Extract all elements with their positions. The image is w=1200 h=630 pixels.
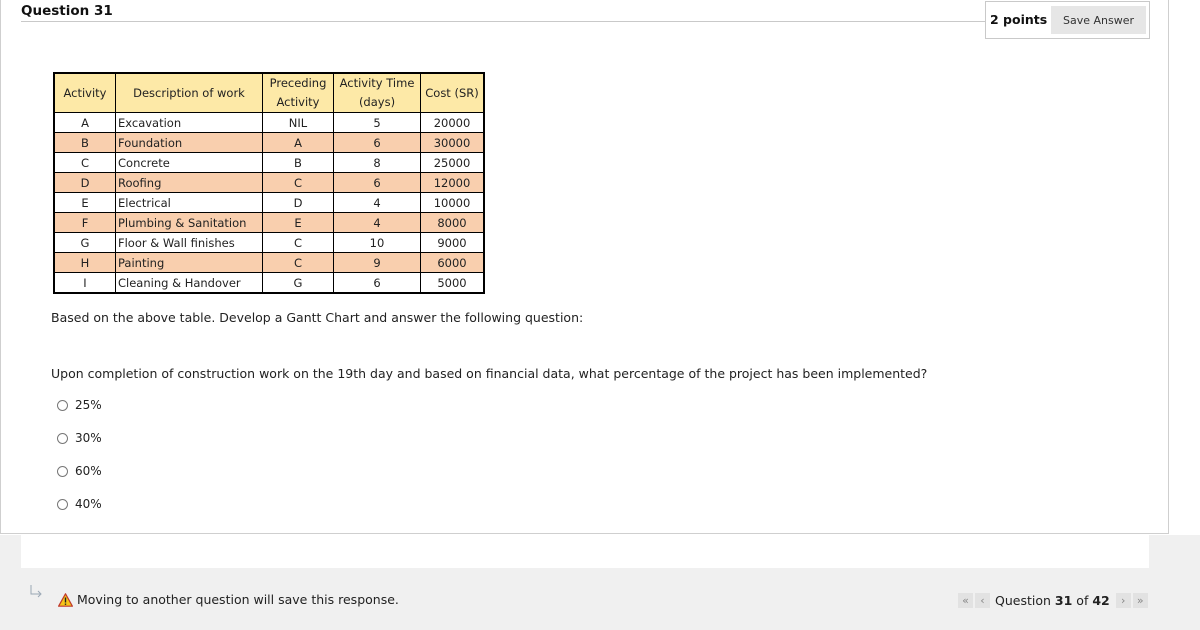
header-time-line2: (days) bbox=[358, 95, 396, 109]
table-body bbox=[54, 113, 484, 294]
radio-button[interactable] bbox=[57, 499, 68, 510]
cell-time: 9 bbox=[334, 253, 421, 273]
cell-cost: 10000 bbox=[421, 193, 485, 213]
question-navigation bbox=[958, 593, 1148, 608]
question-position bbox=[995, 593, 1110, 608]
table-header-row bbox=[54, 73, 484, 113]
cell-description: Excavation bbox=[116, 113, 263, 133]
points-box bbox=[985, 1, 1150, 39]
nav-of: of bbox=[1076, 593, 1089, 608]
warning-icon bbox=[58, 593, 73, 607]
cell-time: 5 bbox=[334, 113, 421, 133]
table-row bbox=[54, 153, 484, 173]
option-30[interactable] bbox=[57, 431, 102, 445]
header-time-line1: Activity Time bbox=[339, 76, 415, 90]
cell-cost: 25000 bbox=[421, 153, 485, 173]
title-divider bbox=[21, 21, 986, 22]
cell-activity: G bbox=[54, 233, 116, 253]
radio-button[interactable] bbox=[57, 433, 68, 444]
option-label: 30% bbox=[75, 431, 102, 445]
cell-preceding: NIL bbox=[263, 113, 334, 133]
cell-activity: C bbox=[54, 153, 116, 173]
cell-time: 10 bbox=[334, 233, 421, 253]
first-question-icon[interactable]: « bbox=[958, 593, 973, 608]
save-warning bbox=[58, 592, 399, 607]
table-row bbox=[54, 253, 484, 273]
header-activity: Activity bbox=[54, 73, 116, 113]
header-preceding bbox=[263, 73, 334, 113]
cell-preceding: C bbox=[263, 253, 334, 273]
points-label: 2 points bbox=[990, 12, 1048, 27]
cell-description: Floor & Wall finishes bbox=[116, 233, 263, 253]
cell-activity: I bbox=[54, 273, 116, 294]
cell-description: Roofing bbox=[116, 173, 263, 193]
table-row bbox=[54, 213, 484, 233]
header-cost: Cost (SR) bbox=[421, 73, 485, 113]
table-row bbox=[54, 113, 484, 133]
cell-description: Foundation bbox=[116, 133, 263, 153]
warning-text: Moving to another question will save this response. bbox=[77, 592, 399, 607]
cell-preceding: A bbox=[263, 133, 334, 153]
cell-time: 6 bbox=[334, 133, 421, 153]
cell-preceding: G bbox=[263, 273, 334, 294]
radio-button[interactable] bbox=[57, 466, 68, 477]
cell-activity: H bbox=[54, 253, 116, 273]
table-row bbox=[54, 173, 484, 193]
cell-preceding: E bbox=[263, 213, 334, 233]
cell-time: 6 bbox=[334, 173, 421, 193]
cell-description: Concrete bbox=[116, 153, 263, 173]
cell-cost: 8000 bbox=[421, 213, 485, 233]
cell-time: 4 bbox=[334, 193, 421, 213]
cell-time: 6 bbox=[334, 273, 421, 294]
instruction-text: Based on the above table. Develop a Gantt Chart and answer the following question: bbox=[51, 310, 584, 325]
radio-button[interactable] bbox=[57, 400, 68, 411]
cell-preceding: B bbox=[263, 153, 334, 173]
option-label: 40% bbox=[75, 497, 102, 511]
cell-preceding: D bbox=[263, 193, 334, 213]
nav-total: 42 bbox=[1092, 593, 1110, 608]
header-activity-time bbox=[334, 73, 421, 113]
cell-time: 8 bbox=[334, 153, 421, 173]
previous-question-icon[interactable]: ‹ bbox=[975, 593, 990, 608]
table-row bbox=[54, 273, 484, 294]
option-label: 25% bbox=[75, 398, 102, 412]
cell-cost: 6000 bbox=[421, 253, 485, 273]
table-row bbox=[54, 233, 484, 253]
header-preceding-line2: Activity bbox=[276, 95, 320, 109]
cell-preceding: C bbox=[263, 233, 334, 253]
option-60[interactable] bbox=[57, 464, 102, 478]
nav-current: 31 bbox=[1054, 593, 1073, 608]
cell-activity: B bbox=[54, 133, 116, 153]
cell-description: Electrical bbox=[116, 193, 263, 213]
cell-activity: D bbox=[54, 173, 116, 193]
cell-description: Cleaning & Handover bbox=[116, 273, 263, 294]
option-40[interactable] bbox=[57, 497, 102, 511]
cell-description: Painting bbox=[116, 253, 263, 273]
cell-cost: 20000 bbox=[421, 113, 485, 133]
cell-activity: E bbox=[54, 193, 116, 213]
question-title: Question 31 bbox=[21, 3, 113, 19]
return-arrow-icon bbox=[29, 585, 43, 601]
header-description: Description of work bbox=[116, 73, 263, 113]
save-answer-button[interactable]: Save Answer bbox=[1051, 6, 1146, 34]
footer-panel bbox=[21, 535, 1149, 568]
option-25[interactable] bbox=[57, 398, 102, 412]
cell-time: 4 bbox=[334, 213, 421, 233]
cell-cost: 9000 bbox=[421, 233, 485, 253]
option-label: 60% bbox=[75, 464, 102, 478]
nav-prefix: Question bbox=[995, 593, 1051, 608]
table-row bbox=[54, 133, 484, 153]
cell-activity: A bbox=[54, 113, 116, 133]
cell-cost: 30000 bbox=[421, 133, 485, 153]
next-question-icon[interactable]: › bbox=[1116, 593, 1131, 608]
cell-preceding: C bbox=[263, 173, 334, 193]
cell-description: Plumbing & Sanitation bbox=[116, 213, 263, 233]
header-preceding-line1: Preceding bbox=[269, 76, 327, 90]
content-frame-left bbox=[0, 0, 20, 534]
cell-cost: 5000 bbox=[421, 273, 485, 294]
cell-activity: F bbox=[54, 213, 116, 233]
last-question-icon[interactable]: » bbox=[1133, 593, 1148, 608]
cell-cost: 12000 bbox=[421, 173, 485, 193]
table-row bbox=[54, 193, 484, 213]
question-prompt: Upon completion of construction work on the 19th day and based on financial data, what percentage of the project has been implemented? bbox=[51, 366, 928, 381]
activity-table bbox=[53, 72, 485, 294]
